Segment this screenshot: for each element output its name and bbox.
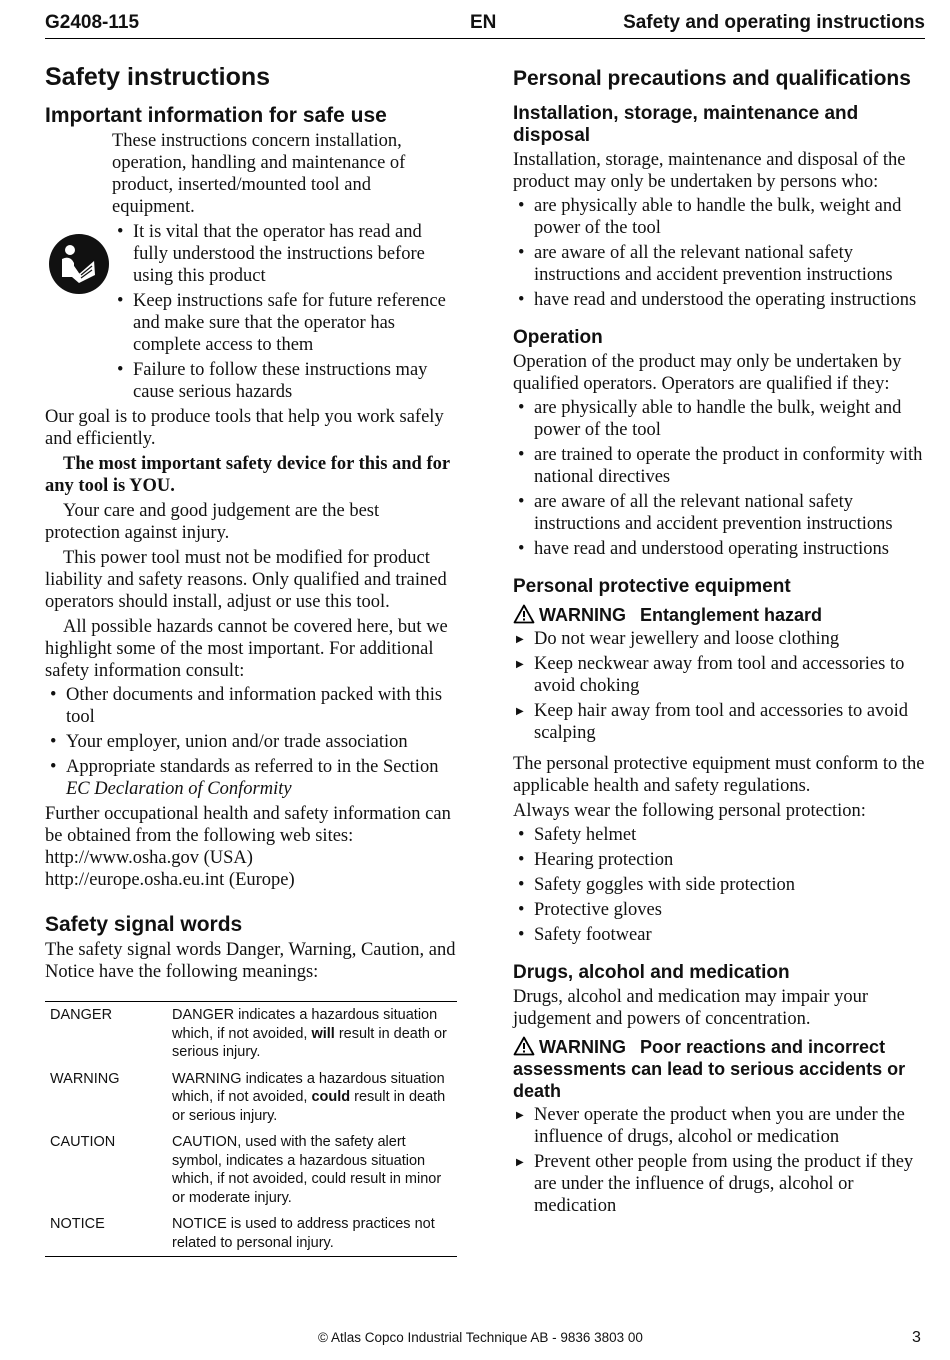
list-item: • Other documents and information packed with this tool [45, 684, 457, 728]
list-item: ▶ Keep neckwear away from tool and accessories to avoid choking [513, 653, 925, 697]
document-number: G2408-115 [45, 12, 140, 33]
header-title: Safety and operating instructions [623, 12, 925, 33]
signal-words-table [45, 1001, 457, 1257]
consult-bullet-list [45, 684, 457, 800]
list-item: ▶ Never operate the product when you are under the influence of drugs, alcohol or medication [513, 1104, 925, 1148]
list-item: • Protective gloves [513, 899, 925, 921]
list-item: • have read and understood operating instructions [513, 538, 925, 560]
warning-triangle-icon [513, 1036, 535, 1056]
list-item: • Hearing protection [513, 849, 925, 871]
further-paragraph: Further occupational health and safety information can be obtained from the following web sites: [45, 804, 451, 846]
hazards-paragraph: All possible hazards cannot be covered here, but we highlight some of the most important. For additional safety information consult: [45, 617, 448, 681]
operation-intro: Operation of the product may only be undertaken by qualified operators. Operators are qualified if they: [513, 352, 902, 394]
table-row [45, 1129, 457, 1211]
drugs-heading: Drugs, alcohol and medication [513, 962, 790, 983]
signal-term: DANGER [50, 1007, 113, 1023]
signal-definition: WARNING indicates a hazardous situation which, if not avoided, could result in death or serious injury. [172, 1070, 446, 1124]
precautions-heading: Personal precautions and qualifications [513, 67, 911, 90]
warning-text: Poor reactions and incorrect assessments can lead to serious accidents or death [513, 1037, 906, 1101]
page-header [45, 10, 925, 39]
standards-text: Appropriate standards as referred to in the Section [66, 757, 439, 777]
intro-bullet-list [112, 221, 457, 403]
list-item: • Safety footwear [513, 924, 925, 946]
list-item: • are aware of all the relevant national safety instructions and accident prevention instructions [513, 242, 925, 286]
website-usa: http://www.osha.gov (USA) [45, 848, 253, 868]
installation-intro: Installation, storage, maintenance and disposal of the product may only be undertaken by persons who: [513, 150, 906, 192]
signal-definition: NOTICE is used to address practices not related to personal injury. [172, 1216, 435, 1251]
list-item: • It is vital that the operator has read and fully understood the instructions before using this product [112, 221, 457, 287]
ppe-warning-list [513, 628, 925, 744]
modify-paragraph: This power tool must not be modified for product liability and safety reasons. Only qualified and trained operators should install, adjust or use this tool. [45, 548, 447, 612]
main-heading: Safety instructions [45, 63, 271, 91]
care-paragraph: Your care and good judgement are the best protection against injury. [45, 501, 380, 543]
list-item: ▶ Do not wear jewellery and loose clothing [513, 628, 925, 650]
signal-words-heading: Safety signal words [45, 913, 243, 936]
right-column [513, 62, 925, 1220]
warning-word: WARNING [539, 1037, 626, 1057]
list-item: • Your employer, union and/or trade association [45, 731, 457, 753]
left-column [45, 62, 457, 1257]
list-item: • are trained to operate the product in conformity with national directives [513, 444, 925, 488]
warning-text: Entanglement hazard [640, 605, 823, 625]
signal-definition: DANGER indicates a hazardous situation which, if not avoided, will result in death or serious injury. [172, 1007, 447, 1060]
signal-definition: CAUTION, used with the safety alert symbol, indicates a hazardous situation which, if not avoided, could result in minor or moderate injury. [172, 1134, 442, 1206]
intro-block [45, 130, 457, 403]
drugs-warning [513, 1036, 925, 1102]
installation-heading: Installation, storage, maintenance and disposal [513, 103, 859, 146]
goal-paragraph: Our goal is to produce tools that help you work safely and efficiently. [45, 407, 444, 449]
drugs-paragraph: Drugs, alcohol and medication may impair your judgement and powers of concentration. [513, 987, 869, 1029]
list-item: ▶ Prevent other people from using the product if they are under the influence of drugs, alcohol or medication [513, 1151, 925, 1217]
list-item: • have read and understood the operating instructions [513, 289, 925, 311]
language-code: EN [470, 12, 497, 33]
installation-bullet-list [513, 195, 925, 311]
list-item: • Failure to follow these instructions may cause serious hazards [112, 359, 457, 403]
ppe-warning [513, 604, 925, 626]
ec-declaration-reference: EC Declaration of Conformity [66, 779, 292, 799]
intro-paragraph: These instructions concern installation, operation, handling and maintenance of product, inserted/mounted tool and equipment. [112, 131, 406, 217]
ppe-conform-paragraph: The personal protective equipment must conform to the applicable health and safety regulations. [513, 754, 925, 796]
table-row [45, 1002, 457, 1066]
bold-paragraph: The most important safety device for this and for any tool is YOU. [45, 454, 450, 496]
table-row [45, 1211, 457, 1257]
drugs-warning-list [513, 1104, 925, 1217]
operation-bullet-list [513, 397, 925, 560]
copyright-text: © Atlas Copco Industrial Technique AB - 9836 3803 00 [318, 1330, 643, 1345]
table-row [45, 1066, 457, 1130]
list-item: • Keep instructions safe for future reference and make sure that the operator has complete access to them [112, 290, 457, 356]
important-info-heading: Important information for safe use [45, 104, 387, 127]
read-manual-icon [48, 233, 110, 295]
signal-term: NOTICE [50, 1216, 105, 1232]
list-item: • are physically able to handle the bulk, weight and power of the tool [513, 195, 925, 239]
operation-heading: Operation [513, 327, 603, 348]
warning-word: WARNING [539, 605, 626, 625]
warning-triangle-icon [513, 604, 535, 624]
list-item: • Safety goggles with side protection [513, 874, 925, 896]
list-item: • Safety helmet [513, 824, 925, 846]
list-item: • are aware of all the relevant national safety instructions and accident prevention instructions [513, 491, 925, 535]
website-europe: http://europe.osha.eu.int (Europe) [45, 870, 295, 890]
ppe-heading: Personal protective equipment [513, 576, 791, 597]
list-item: ▶ Keep hair away from tool and accessories to avoid scalping [513, 700, 925, 744]
list-item: • are physically able to handle the bulk, weight and power of the tool [513, 397, 925, 441]
ppe-always-paragraph: Always wear the following personal protection: [513, 801, 866, 821]
signal-term: CAUTION [50, 1134, 116, 1150]
list-item [45, 756, 457, 800]
page-number: 3 [912, 1329, 921, 1346]
signal-words-intro: The safety signal words Danger, Warning, Caution, and Notice have the following meanings: [45, 940, 456, 982]
ppe-list [513, 824, 925, 946]
signal-term: WARNING [50, 1070, 120, 1087]
